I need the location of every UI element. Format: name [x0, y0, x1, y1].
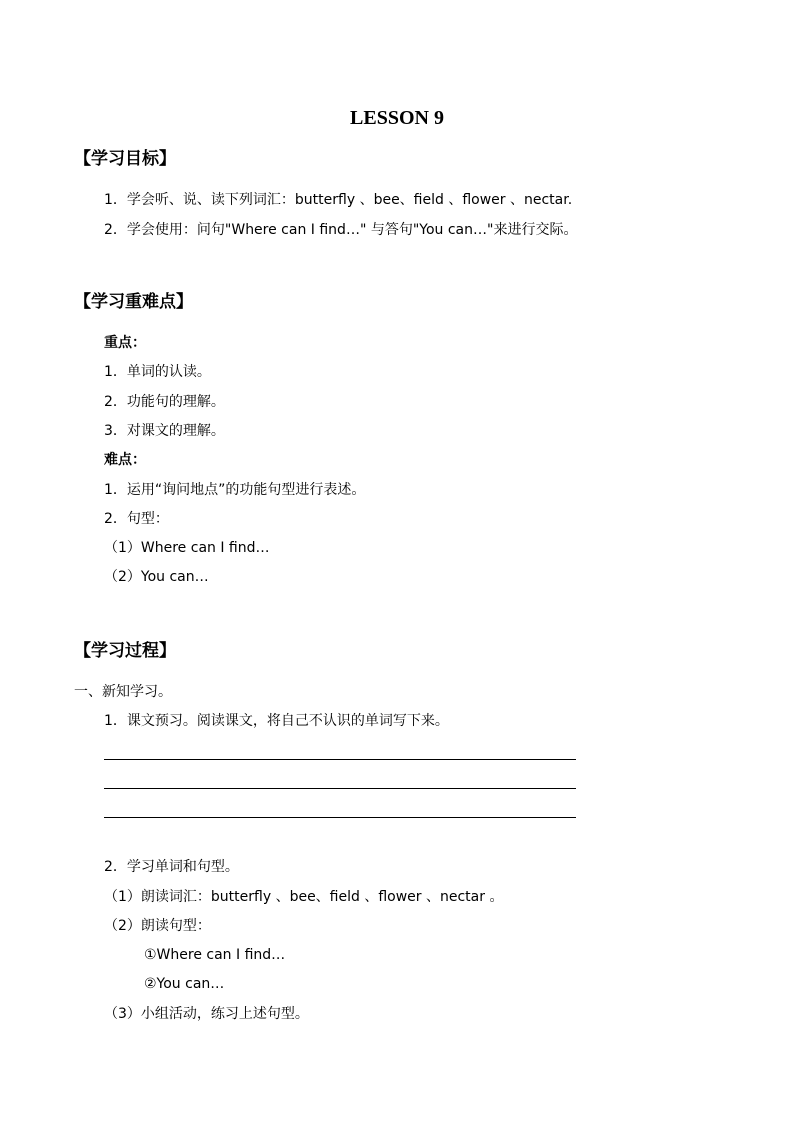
- objective-item-2: 2．学会使用：问句"Where can I find…" 与答句"You can…"来进行交际。: [104, 222, 578, 238]
- objective-item-1: 1．学会听、说、读下列词汇：butterfly 、bee、field 、flower 、nectar.: [104, 192, 573, 208]
- heading-key-difficult-points: 【学习重难点】: [74, 292, 193, 312]
- writing-line-2[interactable]: [104, 788, 576, 789]
- step2-pattern-2: ②You can…: [144, 976, 225, 992]
- step2-text: 2．学习单词和句型。: [104, 859, 239, 875]
- key-points-label: 重点：: [104, 335, 146, 351]
- writing-line-1[interactable]: [104, 759, 576, 760]
- step2-item-1: （1）朗读词汇：butterfly 、bee、field 、flower 、nectar 。: [104, 889, 504, 905]
- key-point-item-3: 3．对课文的理解。: [104, 423, 225, 439]
- step2-item-3: （3）小组活动，练习上述句型。: [104, 1006, 309, 1022]
- step2-item-2: （2）朗读句型：: [104, 918, 211, 934]
- key-point-item-2: 2．功能句的理解。: [104, 394, 225, 410]
- difficult-point-subitem-1: （1）Where can I find…: [104, 540, 270, 556]
- difficult-points-label: 难点：: [104, 452, 146, 468]
- page-title: LESSON 9: [350, 107, 444, 129]
- heading-learning-process: 【学习过程】: [74, 641, 176, 661]
- key-point-item-1: 1．单词的认读。: [104, 364, 211, 380]
- difficult-point-item-2: 2．句型：: [104, 511, 169, 527]
- part1-title: 一、新知学习。: [74, 684, 172, 700]
- step1-text: 1．课文预习。阅读课文，将自己不认识的单词写下来。: [104, 713, 449, 729]
- step2-pattern-1: ①Where can I find…: [144, 947, 286, 963]
- difficult-point-subitem-2: （2）You can…: [104, 569, 209, 585]
- writing-line-3[interactable]: [104, 817, 576, 818]
- heading-learning-objectives: 【学习目标】: [74, 149, 176, 169]
- difficult-point-item-1: 1．运用“询问地点”的功能句型进行表述。: [104, 482, 366, 498]
